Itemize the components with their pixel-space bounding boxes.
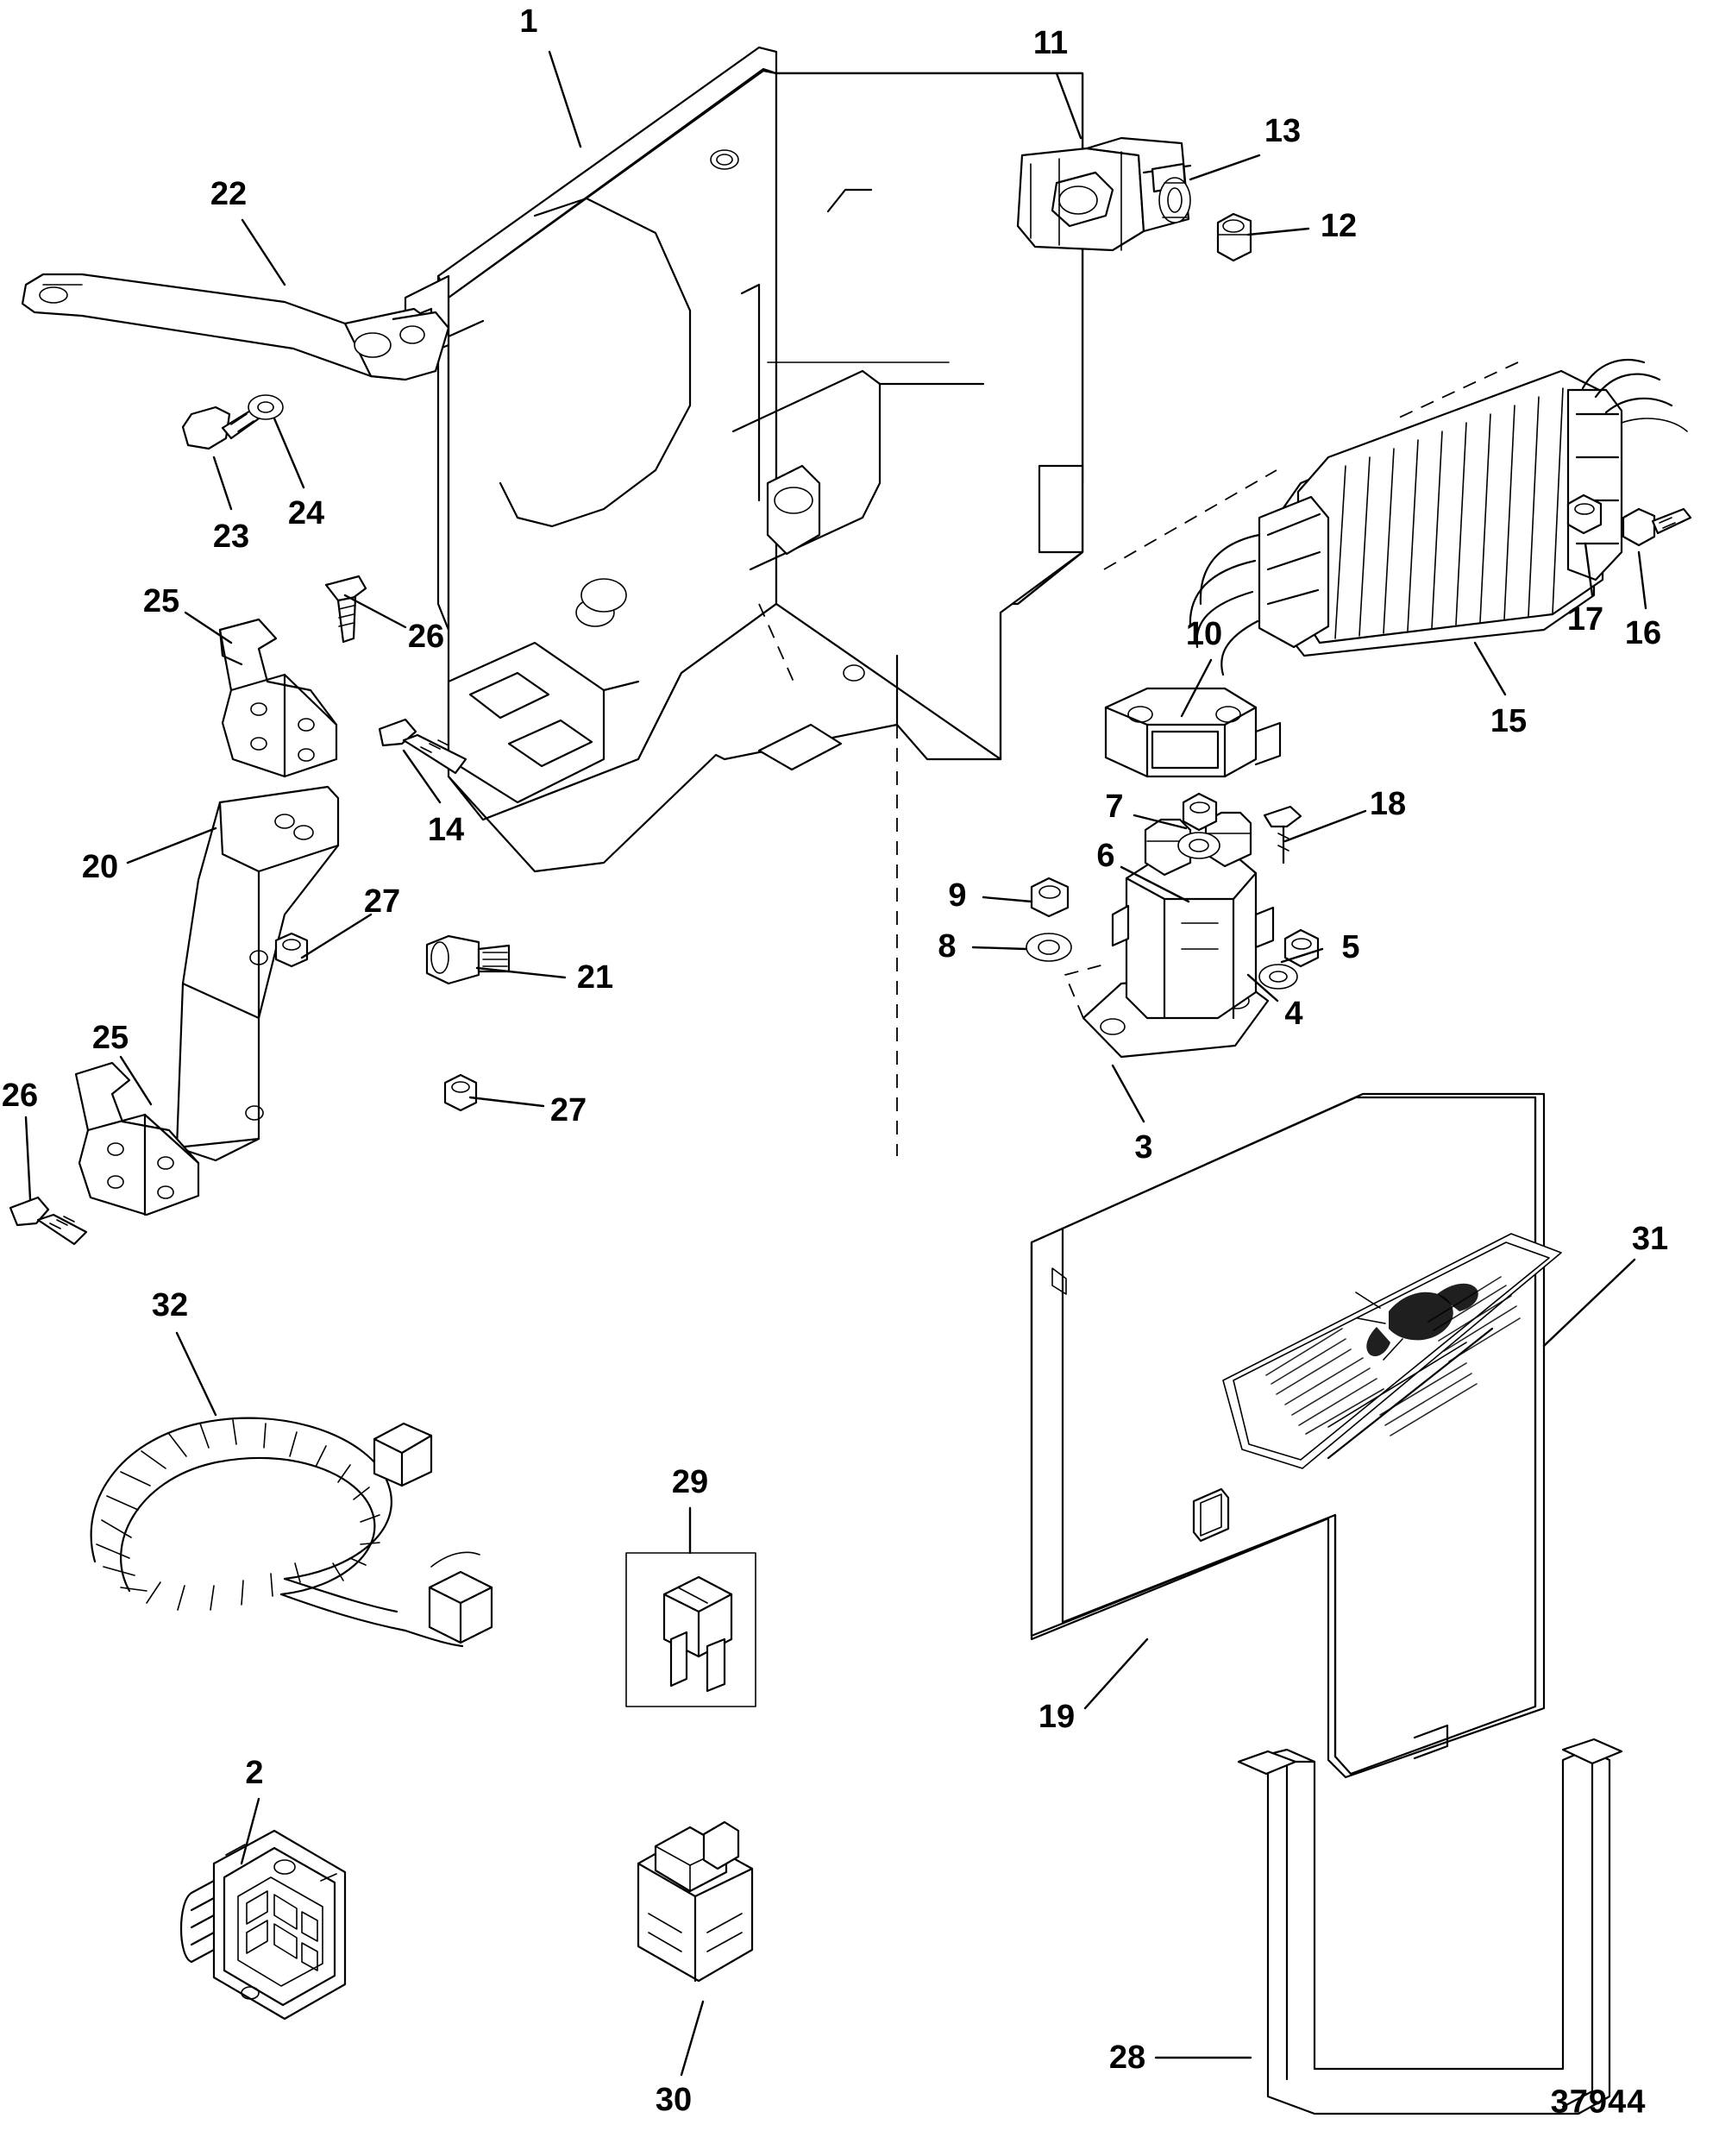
leader-9 <box>983 897 1032 902</box>
callout-number-19: 19 <box>1038 1699 1076 1735</box>
part-22-support-arm <box>22 274 449 380</box>
callout-number-24: 24 <box>287 495 325 531</box>
part-4-washer <box>1259 965 1297 989</box>
callout-number-27: 27 <box>549 1092 587 1128</box>
callout-number-27: 27 <box>363 883 401 920</box>
leader-15 <box>1475 643 1505 695</box>
part-2-junction-block <box>181 1831 345 2019</box>
callout-number-9: 9 <box>948 877 967 914</box>
part-20-mount-plate <box>177 787 338 1160</box>
callout-number-4: 4 <box>1284 996 1303 1032</box>
callout-number-12: 12 <box>1320 208 1358 244</box>
part-27-nut-lower <box>445 1075 476 1110</box>
part-5-nut <box>1285 930 1318 966</box>
part-9-nut <box>1032 878 1068 916</box>
callout-number-17: 17 <box>1566 601 1604 638</box>
part-13-grommet <box>1159 178 1190 223</box>
callout-number-25: 25 <box>91 1020 129 1056</box>
part-32-wiring-harness <box>91 1418 492 1646</box>
part-1-mounting-bracket <box>405 47 1082 871</box>
leader-12 <box>1248 229 1308 235</box>
callout-number-1: 1 <box>519 3 538 40</box>
callout-number-29: 29 <box>671 1464 709 1500</box>
callout-number-2: 2 <box>245 1755 264 1791</box>
callout-number-10: 10 <box>1185 616 1223 652</box>
callout-number-16: 16 <box>1624 615 1662 651</box>
leader-20 <box>128 828 216 863</box>
callout-number-5: 5 <box>1341 929 1360 965</box>
leader-26b <box>26 1117 30 1199</box>
part-29-fuse <box>626 1553 756 1707</box>
leader-25a <box>185 613 231 643</box>
part-24-washer <box>248 395 283 419</box>
callout-number-13: 13 <box>1264 113 1302 149</box>
leader-23 <box>214 457 231 509</box>
part-12-bolt <box>1218 214 1251 261</box>
leader-22 <box>242 220 285 285</box>
callout-number-32: 32 <box>151 1287 189 1323</box>
leader-8 <box>973 947 1026 949</box>
leader-24 <box>274 418 304 487</box>
part-27-nut-upper <box>276 933 307 966</box>
leader-30 <box>681 2002 703 2075</box>
leader-31 <box>1544 1260 1635 1346</box>
part-19-engine-cover <box>1032 1094 1561 1777</box>
part-6-washer <box>1178 833 1220 858</box>
callout-number-7: 7 <box>1105 789 1124 825</box>
part-21-shoulder-bolt <box>427 936 509 984</box>
leader-13 <box>1190 155 1259 179</box>
callout-number-15: 15 <box>1490 703 1528 739</box>
callout-number-26: 26 <box>407 619 445 655</box>
callout-number-18: 18 <box>1369 786 1407 822</box>
callout-number-26: 26 <box>1 1078 39 1114</box>
part-28-retaining-strap <box>1239 1739 1622 2114</box>
callout-number-28: 28 <box>1108 2040 1146 2076</box>
callout-number-20: 20 <box>81 849 119 885</box>
part-10-solenoid-clamp <box>1106 688 1280 776</box>
callout-number-8: 8 <box>938 928 957 965</box>
callout-number-23: 23 <box>212 519 250 555</box>
part-16-bolt <box>1623 509 1691 545</box>
part-7-nut <box>1183 794 1216 830</box>
leader-3 <box>1113 1065 1144 1122</box>
callout-number-14: 14 <box>427 812 465 848</box>
leader-27b <box>470 1097 543 1106</box>
leader-1 <box>549 52 580 147</box>
part-18-push-pin <box>1264 807 1301 863</box>
leader-32 <box>177 1333 216 1415</box>
leader-21 <box>477 968 565 977</box>
callout-number-6: 6 <box>1096 838 1115 874</box>
callout-number-25: 25 <box>142 583 180 619</box>
callout-number-3: 3 <box>1134 1129 1153 1166</box>
callout-number-11: 11 <box>1032 25 1069 61</box>
leader-27a <box>302 915 371 958</box>
callout-number-22: 22 <box>210 176 248 212</box>
leader-19 <box>1085 1639 1147 1708</box>
callout-number-21: 21 <box>576 959 614 996</box>
callout-number-30: 30 <box>655 2082 693 2118</box>
part-8-washer <box>1026 933 1071 961</box>
callout-number-31: 31 <box>1631 1221 1669 1257</box>
part-17-nut <box>1568 495 1601 533</box>
part-26-screw-upper <box>326 576 366 642</box>
leader-16 <box>1639 552 1646 608</box>
part-25-bracket-upper <box>220 619 336 776</box>
drawing-number: 37944 <box>1550 2084 1647 2121</box>
part-26-screw-lower <box>10 1197 86 1244</box>
part-30-relay <box>638 1822 752 1981</box>
